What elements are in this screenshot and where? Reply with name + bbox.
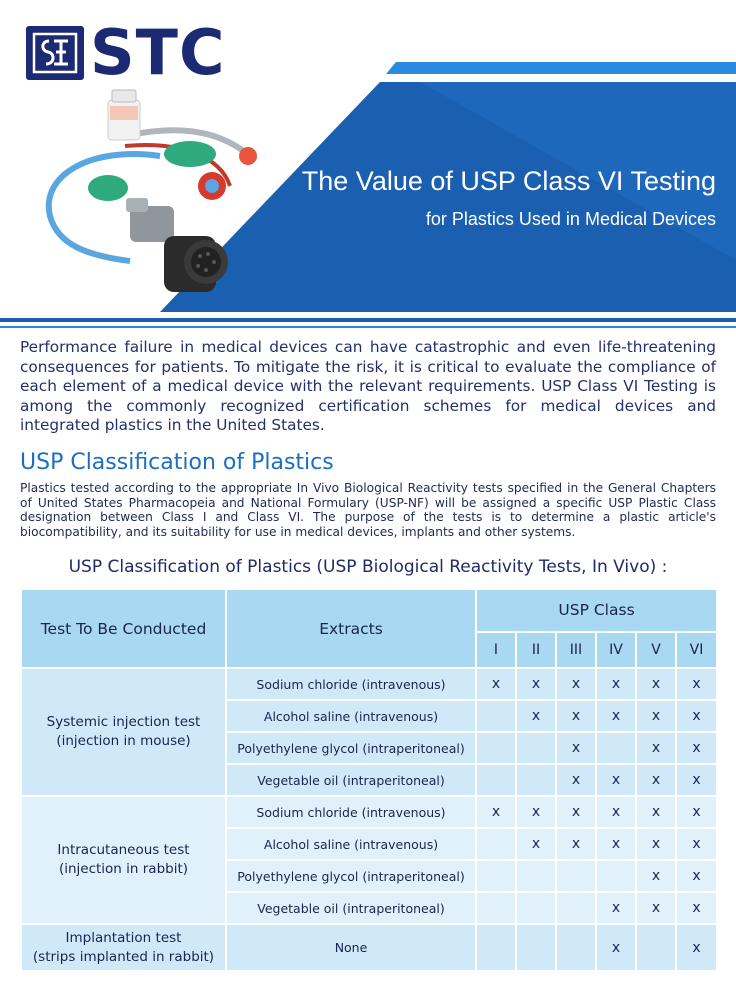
class-mark-II: x [516, 668, 556, 700]
class-mark-IV: x [596, 796, 636, 828]
class-mark-IV: x [596, 924, 636, 971]
header-extracts: Extracts [226, 589, 476, 668]
class-mark-I [476, 764, 516, 796]
test-group-name [21, 796, 226, 924]
extract-name: None [226, 924, 476, 971]
class-mark-V: x [636, 668, 676, 700]
class-mark-II: x [516, 700, 556, 732]
class-mark-II: x [516, 828, 556, 860]
class-mark-III [556, 924, 596, 971]
extract-name: Vegetable oil (intraperitoneal) [226, 892, 476, 924]
class-mark-II: x [516, 796, 556, 828]
table-header-row [21, 589, 717, 632]
test-group-name [21, 924, 226, 971]
table-row [21, 924, 717, 971]
class-mark-VI: x [676, 796, 717, 828]
class-mark-III: x [556, 668, 596, 700]
class-mark-III [556, 892, 596, 924]
class-mark-I [476, 700, 516, 732]
class-mark-II [516, 732, 556, 764]
section-title: USP Classification of Plastics [20, 450, 334, 475]
extract-name: Alcohol saline (intravenous) [226, 828, 476, 860]
usp-class-table [20, 588, 718, 972]
class-mark-IV: x [596, 892, 636, 924]
class-mark-III: x [556, 700, 596, 732]
medical-device-illustration [30, 86, 280, 316]
extract-name: Polyethylene glycol (intraperitoneal) [226, 860, 476, 892]
test-group-name [21, 668, 226, 796]
test-group-line: (injection in rabbit) [58, 861, 189, 878]
logo-mark-icon [26, 26, 84, 80]
class-mark-II [516, 860, 556, 892]
class-mark-IV: x [596, 700, 636, 732]
class-mark-I [476, 892, 516, 924]
intro-paragraph: Performance failure in medical devices can have catastrophic and even life-threatening consequences for patients. To mitigate the risk, it is critical to evaluate the compliance of each element of a medical device with the relevant requirements. USP Class VI Testing is among the commonly recognized certification schemes for medical devices and integrated plastics in the United States. [20, 338, 716, 434]
table-title: USP Classification of Plastics (USP Biological Reactivity Tests, In Vivo) : [68, 557, 668, 577]
class-mark-VI: x [676, 860, 717, 892]
class-mark-II [516, 924, 556, 971]
class-mark-III: x [556, 732, 596, 764]
header [0, 0, 736, 332]
class-header-I: I [476, 632, 516, 669]
logo-mark-glyph [32, 32, 78, 74]
table-row [21, 796, 717, 828]
class-mark-IV: x [596, 828, 636, 860]
class-mark-V: x [636, 732, 676, 764]
class-mark-VI: x [676, 700, 717, 732]
class-mark-I [476, 828, 516, 860]
class-mark-V: x [636, 860, 676, 892]
class-mark-V: x [636, 796, 676, 828]
class-mark-V: x [636, 700, 676, 732]
banner-title: The Value of USP Class VI Testing [301, 166, 716, 196]
class-header-III: III [556, 632, 596, 669]
class-mark-V [636, 924, 676, 971]
banner-subtitle: for Plastics Used in Medical Devices [425, 209, 716, 229]
class-mark-I [476, 732, 516, 764]
extract-name: Vegetable oil (intraperitoneal) [226, 764, 476, 796]
class-mark-IV: x [596, 668, 636, 700]
test-group-line: Systemic injection test [46, 714, 201, 731]
class-mark-I [476, 860, 516, 892]
extract-name: Sodium chloride (intravenous) [226, 796, 476, 828]
class-header-II: II [516, 632, 556, 669]
class-mark-VI: x [676, 764, 717, 796]
class-mark-VI: x [676, 924, 717, 971]
class-header-VI: VI [676, 632, 717, 669]
class-mark-I: x [476, 668, 516, 700]
header-usp-class: USP Class [476, 589, 717, 632]
class-mark-IV [596, 860, 636, 892]
class-mark-V: x [636, 892, 676, 924]
class-mark-VI: x [676, 892, 717, 924]
class-mark-III: x [556, 796, 596, 828]
class-mark-V: x [636, 828, 676, 860]
extract-name: Polyethylene glycol (intraperitoneal) [226, 732, 476, 764]
test-group-line: (injection in mouse) [56, 733, 191, 750]
class-mark-II [516, 764, 556, 796]
test-group-line: Intracutaneous test [57, 842, 190, 859]
section-paragraph: Plastics tested according to the appropriate In Vivo Biological Reactivity tests specified in the General Chapters of United States Pharmacopeia and National Formulary (USP-NF) will be assigned a specific USP Plastic Class designation between Class I and Class VI. The purpose of the tests is to determine a plastic article's biocompatibility, and its suitability for use in medical devices, implants and other systems. [20, 481, 716, 539]
class-mark-II [516, 892, 556, 924]
class-mark-VI: x [676, 668, 717, 700]
class-mark-VI: x [676, 732, 717, 764]
extract-name: Sodium chloride (intravenous) [226, 668, 476, 700]
class-mark-III: x [556, 828, 596, 860]
class-mark-IV: x [596, 764, 636, 796]
header-test-to-be-conducted: Test To Be Conducted [21, 589, 226, 668]
table-row [21, 668, 717, 700]
test-group-line: (strips implanted in rabbit) [32, 948, 215, 965]
logo-text: STC [90, 16, 226, 89]
test-group-line: Implantation test [65, 929, 182, 946]
class-mark-III: x [556, 764, 596, 796]
class-header-V: V [636, 632, 676, 669]
class-mark-III [556, 860, 596, 892]
class-mark-I [476, 924, 516, 971]
class-header-IV: IV [596, 632, 636, 669]
extract-name: Alcohol saline (intravenous) [226, 700, 476, 732]
class-mark-VI: x [676, 828, 717, 860]
class-mark-V: x [636, 764, 676, 796]
class-mark-I: x [476, 796, 516, 828]
stc-logo [26, 16, 226, 89]
class-mark-IV [596, 732, 636, 764]
